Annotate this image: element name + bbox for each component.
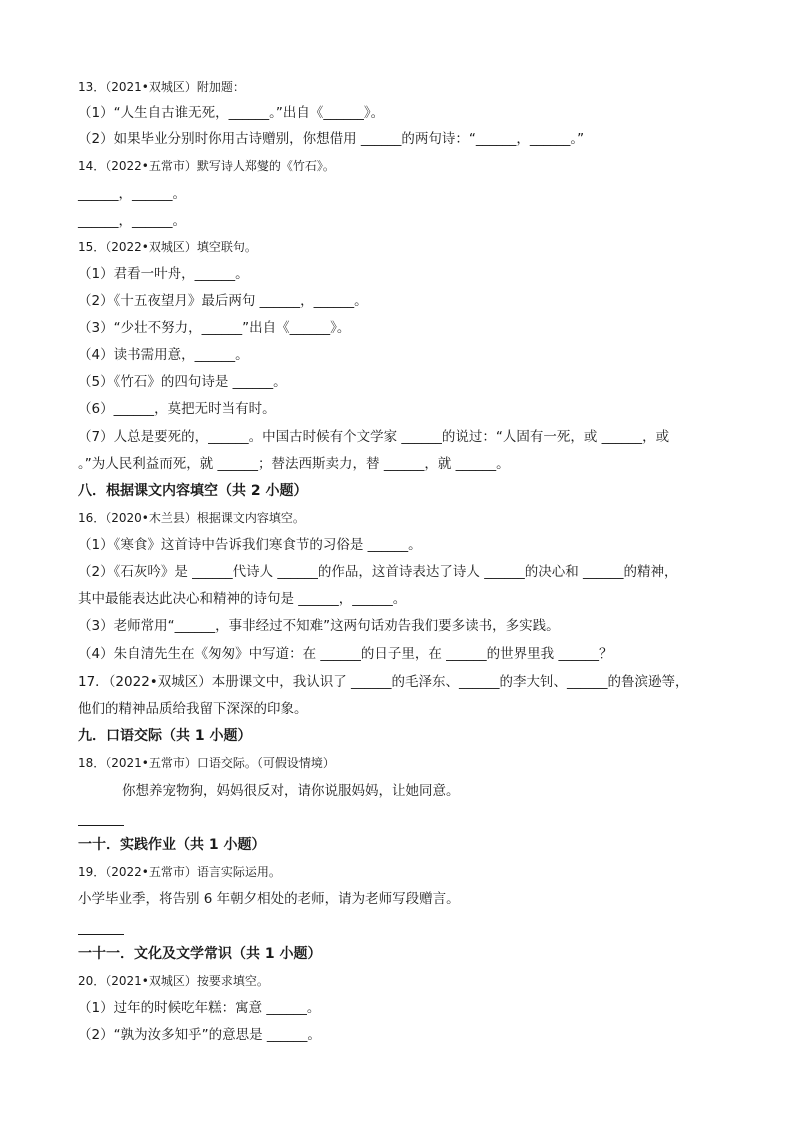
question-14-header: 14．（2022•五常市）默写诗人郑燮的《竹石》。 [78, 159, 335, 173]
question-20-part-1: （1）过年的时候吃年糕：寓意 ______。 [78, 1000, 321, 1016]
question-14-line-2: ______，______。 [78, 213, 186, 229]
question-19-prompt: 小学毕业季，将告别 6 年朝夕相处的老师，请为老师写段赠言。 [78, 891, 460, 907]
section-10-heading: 一十．实践作业（共 1 小题） [78, 837, 266, 853]
question-18-header: 18．（2021•五常市）口语交际。（可假设情境） [78, 756, 335, 770]
question-15-part-2: （2）《十五夜望月》最后两句 ______，______。 [78, 293, 368, 309]
question-17-line-1: 17．（2022•双城区）本册课文中，我认识了 ______的毛泽东、______的李大钊、______的鲁滨逊等， [78, 674, 689, 690]
question-16-header: 16．（2020•木兰县）根据课文内容填空。 [78, 511, 305, 525]
section-9-heading: 九．口语交际（共 1 小题） [78, 728, 252, 744]
question-13-part-1: （1）“人生自古谁无死，______。”出自《______》。 [78, 105, 385, 121]
question-19-header: 19．（2022•五常市）语言实际运用。 [78, 865, 281, 879]
question-16-part-1: （1）《寒食》这首诗中告诉我们寒食节的习俗是 ______。 [78, 537, 422, 553]
question-15-part-6: （6）______，莫把无时当有时。 [78, 401, 276, 417]
question-15-part-5: （5）《竹石》的四句诗是 ______。 [78, 374, 287, 390]
question-20-part-2: （2）“孰为汝多知乎”的意思是 ______。 [78, 1027, 321, 1043]
question-15-part-4: （4）读书需用意，______。 [78, 347, 249, 363]
section-8-heading: 八．根据课文内容填空（共 2 小题） [78, 483, 308, 499]
question-17-line-2: 他们的精神品质给我留下深深的印象。 [78, 701, 308, 717]
question-15-part-7-line-2: 。”为人民利益而死，就 ______；替法西斯卖力，替 ______，就 ______。 [78, 456, 510, 472]
section-11-heading: 一十一．文化及文学常识（共 1 小题） [78, 946, 322, 962]
answer-line-18 [78, 825, 124, 826]
question-18-prompt: 你想养宠物狗，妈妈很反对，请你说服妈妈，让她同意。 [122, 783, 460, 799]
question-16-part-3: （3）老师常用“______，事非经过不知难”这两句话劝告我们要多读书，多实践。 [78, 618, 560, 634]
question-16-part-2-line-1: （2）《石灰吟》是 ______代诗人 ______的作品，这首诗表达了诗人 ______的决心和 ______的精神， [78, 564, 678, 580]
question-14-line-1: ______，______。 [78, 186, 186, 202]
question-16-part-4: （4）朱自清先生在《匆匆》中写道：在 ______的日子里，在 ______的世界里我 ______？ [78, 646, 613, 662]
question-13-part-2: （2）如果毕业分别时你用古诗赠别，你想借用 ______的两句诗：“______，______。” [78, 131, 585, 147]
answer-line-19 [78, 934, 124, 935]
question-13-header: 13．（2021•双城区）附加题： [78, 80, 245, 94]
question-15-part-1: （1）君看一叶舟，______。 [78, 266, 249, 282]
question-16-part-2-line-2: 其中最能表达此决心和精神的诗句是 ______，______。 [78, 591, 407, 607]
question-15-part-3: （3）“少壮不努力，______”出自《______》。 [78, 320, 351, 336]
question-20-header: 20．（2021•双城区）按要求填空。 [78, 974, 269, 988]
question-15-header: 15．（2022•双城区）填空联句。 [78, 240, 257, 254]
question-15-part-7-line-1: （7）人总是要死的，______。中国古时候有个文学家 ______的说过：“人固有一死，或 ______，或 [78, 429, 670, 445]
